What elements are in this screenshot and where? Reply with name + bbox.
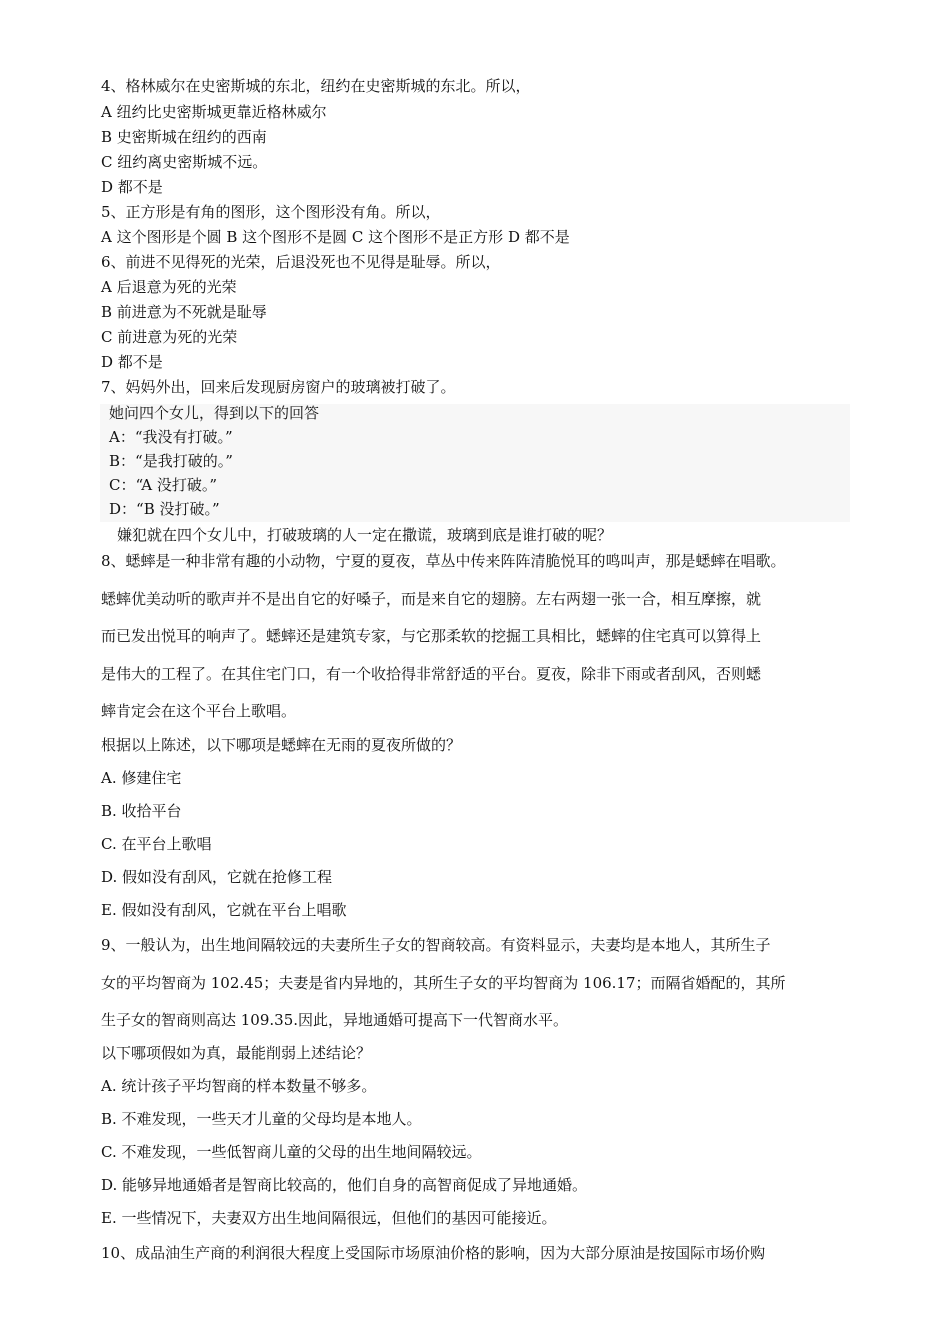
question-8-para-line-3: 而已发出悦耳的响声了。蟋蟀还是建筑专家，与它那柔软的挖掘工具相比，蟋蟀的住宅真可以算得上 [101,627,762,645]
question-4-option-b: B 史密斯城在纽约的西南 [101,128,267,146]
question-8-option-e: E. 假如没有刮风，它就在平台上唱歌 [101,901,347,919]
question-8-para-line-2: 蟋蟀优美动听的歌声并不是出自它的好嗓子，而是来自它的翅膀。左右两翅一张一合，相互摩擦，就 [101,590,762,608]
question-4-option-c: C 纽约离史密斯城不远。 [101,153,268,171]
question-9-option-b: B. 不难发现，一些天才儿童的父母均是本地人。 [101,1110,422,1128]
question-9-para-line-3: 生子女的智商则高达 109.35.因此，异地通婚可提高下一代智商水平。 [101,1011,569,1029]
question-8-option-b: B. 收拾平台 [101,802,182,820]
question-6-option-d: D 都不是 [101,353,163,371]
question-7-answer-a: A：“我没有打破。” [109,428,233,446]
question-7-answer-c: C：“A 没打破。” [109,476,217,494]
question-8-option-a: A. 修建住宅 [101,769,182,787]
question-8-option-d: D. 假如没有刮风，它就在抢修工程 [101,868,333,886]
question-4-option-a: A 纽约比史密斯城更靠近格林威尔 [101,103,327,121]
question-6-option-a: A 后退意为死的光荣 [101,278,237,296]
question-8-option-c: C. 在平台上歌唱 [101,835,212,853]
question-9-para-line-2: 女的平均智商为 102.45；夫妻是省内异地的，其所生子女的平均智商为 106.17；而隔省婚配的，其所 [101,974,786,992]
question-7-answer-d: D：“B 没打破。” [109,500,220,518]
question-5-stem: 5、正方形是有角的图形，这个图形没有角。所以， [101,203,441,221]
question-8-para-line-4: 是伟大的工程了。在其住宅门口，有一个收拾得非常舒适的平台。夏夜，除非下雨或者刮风，否则蟋 [101,665,762,683]
question-7-answer-b: B：“是我打破的。” [109,452,233,470]
question-8-para-line-5: 蟀肯定会在这个平台上歌唱。 [101,702,297,720]
question-9-question: 以下哪项假如为真，最能削弱上述结论？ [101,1044,372,1062]
question-9-option-c: C. 不难发现，一些低智商儿童的父母的出生地间隔较远。 [101,1143,482,1161]
question-4-option-d: D 都不是 [101,178,163,196]
question-9-option-a: A. 统计孩子平均智商的样本数量不够多。 [101,1077,377,1095]
question-10-para-line-1: 10、成品油生产商的利润很大程度上受国际市场原油价格的影响，因为大部分原油是按国际市场价购 [101,1244,766,1262]
question-6-stem: 6、前进不见得死的光荣，后退没死也不见得是耻辱。所以， [101,253,501,271]
question-9-option-e: E. 一些情况下，夫妻双方出生地间隔很远，但他们的基因可能接近。 [101,1209,557,1227]
question-6-option-b: B 前进意为不死就是耻辱 [101,303,267,321]
question-7-stem: 7、妈妈外出，回来后发现厨房窗户的玻璃被打破了。 [101,378,456,396]
question-7-intro: 她问四个女儿，得到以下的回答 [109,404,320,422]
question-6-option-c: C 前进意为死的光荣 [101,328,238,346]
question-4-stem: 4、格林威尔在史密斯城的东北，纽约在史密斯城的东北。所以， [101,77,531,95]
question-8-question: 根据以上陈述，以下哪项是蟋蟀在无雨的夏夜所做的？ [101,736,462,754]
question-9-option-d: D. 能够异地通婚者是智商比较高的，他们自身的高智商促成了异地通婚。 [101,1176,588,1194]
question-9-para-line-1: 9、一般认为，出生地间隔较远的夫妻所生子女的智商较高。有资料显示，夫妻均是本地人，其所生子 [101,936,771,954]
question-7-question: 嫌犯就在四个女儿中，打破玻璃的人一定在撒谎，玻璃到底是谁打破的呢？ [117,526,613,544]
question-8-para-line-1: 8、蟋蟀是一种非常有趣的小动物，宁夏的夏夜，草丛中传来阵阵清脆悦耳的鸣叫声，那是蟋蟀在唱歌。 [101,552,786,570]
question-5-options: A 这个图形是个圆 B 这个图形不是圆 C 这个图形不是正方形 D 都不是 [101,228,570,246]
